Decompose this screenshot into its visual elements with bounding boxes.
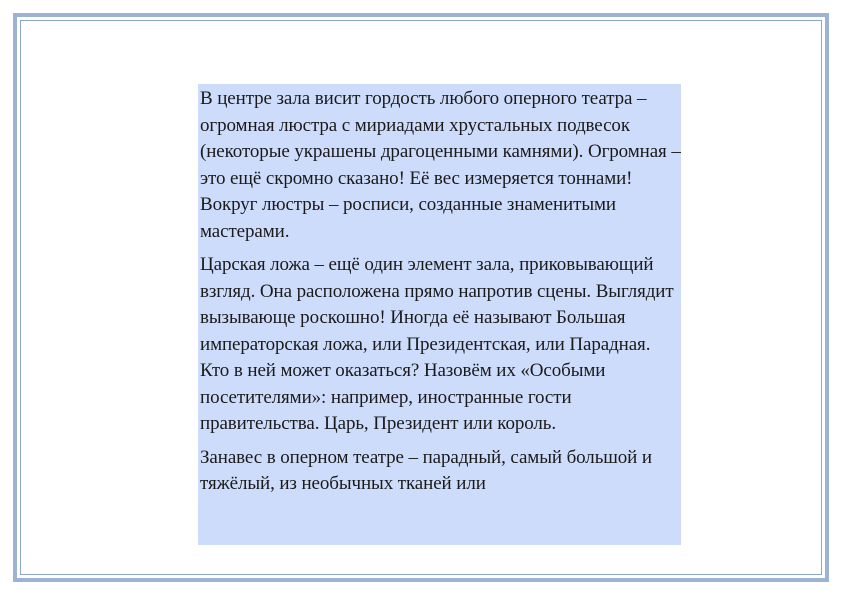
paragraph-curtain: Занавес в оперном театре – парадный, самый большой и тяжёлый, из необычных тканей или bbox=[200, 446, 652, 494]
text-box bbox=[198, 84, 681, 545]
paragraph-chandelier: В центре зала висит гордость любого оперного театра – огромная люстра с мириадами хрустальных подвесок (некоторые украшены драгоценными камнями). Огромная – это ещё скромно сказано! Её вес измеряется тоннами! Вокруг люстры – росписи, созданные знаменитыми мастерами. bbox=[200, 88, 681, 242]
paragraph-royal-box: Царская ложа – ещё один элемент зала, приковывающий взгляд. Она расположена прямо напротив сцены. Выглядит вызывающе роскошно! Иногда её называют Большая императорская ложа, или Президентская, или Парадная. Кто в ней может оказаться? Назовём их «Особыми посетителями»: например, иностранные гости правительства. Царь, Президент или король. bbox=[200, 254, 674, 434]
